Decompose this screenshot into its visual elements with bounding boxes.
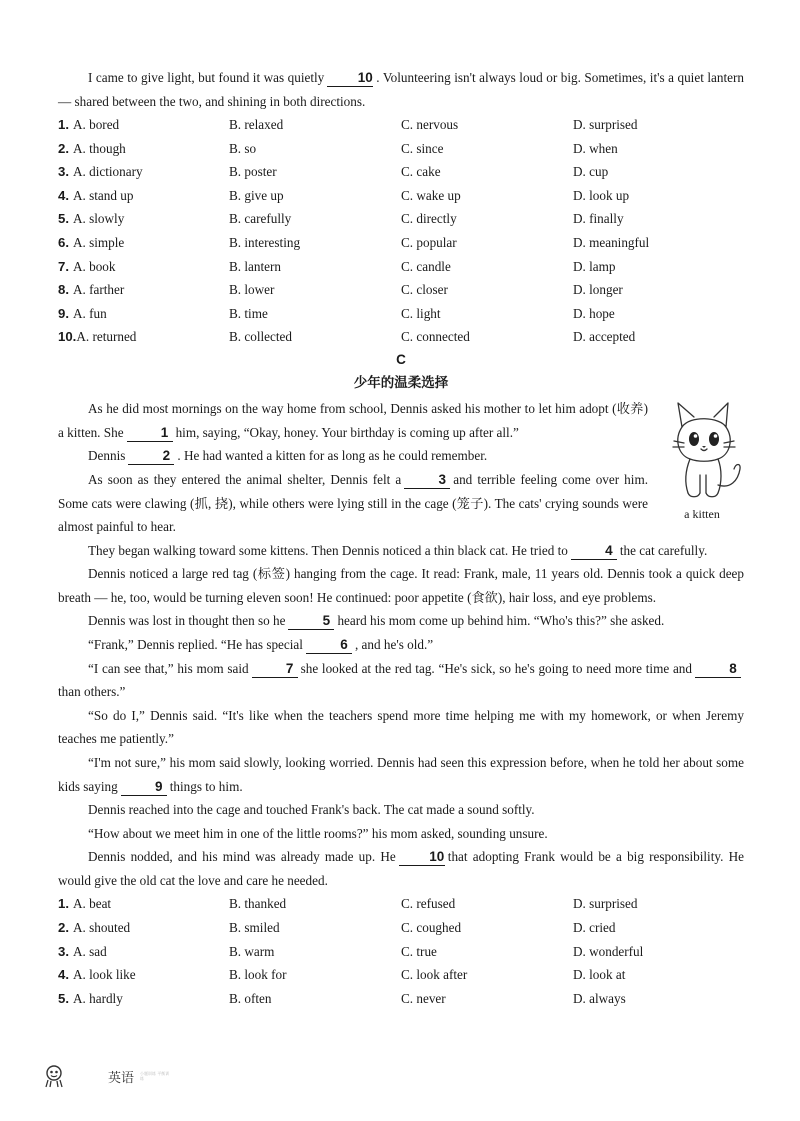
option-row: 1. A. beat B. thanked C. refused D. surprised: [58, 896, 638, 912]
option-row: 6. A. simple B. interesting C. popular D. meaningful: [58, 234, 650, 250]
option-b[interactable]: B. poster: [229, 164, 277, 180]
story-paragraph: As soon as they entered the animal shelter, Dennis felt a 3 and terrible feeling come over him. Some cats were clawing (抓, 挠), while others were lying still in the cage (笼子). The cats' crying sounds were almost painful to hear.: [58, 471, 648, 535]
blank-2[interactable]: 2: [128, 447, 174, 465]
footer-note: 小题训练 平衡训练: [140, 1071, 170, 1081]
blank-10[interactable]: 10: [399, 848, 445, 866]
option-a[interactable]: A. though: [73, 140, 126, 156]
page-footer: [42, 1064, 170, 1088]
option-row: 10.A. returned B. collected C. connected D. accepted: [58, 329, 636, 345]
blank-1[interactable]: 1: [127, 424, 173, 442]
story-paragraph: “How about we meet him in one of the little rooms?” his mom asked, sounding unsure.: [88, 825, 548, 841]
option-c[interactable]: C. true: [401, 943, 437, 959]
option-row: 3. A. dictionary B. poster C. cake D. cup: [58, 164, 609, 180]
option-row: 8. A. farther B. lower C. closer D. longer: [58, 282, 623, 298]
option-a[interactable]: A. stand up: [73, 187, 134, 203]
option-c[interactable]: C. look after: [401, 967, 468, 983]
option-d[interactable]: D. accepted: [573, 329, 636, 345]
options-b: [58, 113, 744, 349]
option-b[interactable]: B. carefully: [229, 211, 292, 227]
option-row: 9. A. fun B. time C. light D. hope: [58, 305, 615, 321]
option-d[interactable]: D. meaningful: [573, 234, 650, 250]
option-row: 4. A. stand up B. give up C. wake up D. look up: [58, 187, 630, 203]
option-a[interactable]: A. shouted: [73, 919, 131, 935]
blank-3[interactable]: 3: [404, 471, 450, 489]
option-c[interactable]: C. popular: [401, 234, 457, 250]
option-d[interactable]: D. look up: [573, 187, 630, 203]
option-d[interactable]: D. hope: [573, 305, 615, 321]
option-a[interactable]: A. sad: [73, 943, 107, 959]
story-paragraph: They began walking toward some kittens. Then Dennis noticed a thin black cat. He tried to 4 the cat carefully.: [88, 542, 708, 558]
option-c[interactable]: C. since: [401, 140, 444, 156]
cartoon-logo-icon: [42, 1064, 66, 1088]
story-paragraph: Dennis was lost in thought then so he 5 heard his mom come up behind him. “Who's this?” she asked.: [88, 613, 665, 629]
option-row: 2. A. though B. so C. since D. when: [58, 140, 618, 156]
option-a[interactable]: A. returned: [76, 329, 137, 345]
option-a[interactable]: A. slowly: [73, 211, 125, 227]
blank-7[interactable]: 7: [252, 660, 298, 678]
options-c: [58, 893, 744, 1011]
option-c[interactable]: C. refused: [401, 896, 456, 912]
option-row: 4. A. look like B. look for C. look after D. look at: [58, 967, 626, 983]
option-d[interactable]: D. cried: [573, 919, 616, 935]
story-paragraph: “I'm not sure,” his mom said slowly, looking worried. Dennis had seen this expression before, when he told her about some kids saying 9 things to him.: [58, 755, 744, 794]
section-title: 少年的温柔选择: [353, 375, 449, 392]
blank-4[interactable]: 4: [571, 542, 617, 560]
option-c[interactable]: C. light: [401, 305, 441, 321]
kitten-caption: a kitten: [684, 507, 720, 522]
option-row: 2. A. shouted B. smiled C. coughed D. cried: [58, 919, 616, 935]
kitten-icon: [660, 397, 744, 507]
option-a[interactable]: A. book: [73, 258, 116, 274]
option-d[interactable]: D. surprised: [573, 116, 638, 132]
story-paragraph: Dennis 2 . He had wanted a kitten for as long as he could remember.: [88, 448, 488, 464]
option-row: 3. A. sad B. warm C. true D. wonderful: [58, 943, 644, 959]
option-a[interactable]: A. bored: [73, 116, 120, 132]
option-c[interactable]: C. wake up: [401, 187, 461, 203]
option-row: 5. A. slowly B. carefully C. directly D. finally: [58, 211, 624, 227]
option-c[interactable]: C. cake: [401, 164, 441, 180]
worksheet-page: [58, 66, 744, 1011]
option-a[interactable]: A. simple: [73, 234, 125, 250]
option-d[interactable]: D. cup: [573, 164, 609, 180]
story-paragraph: Dennis reached into the cage and touched Frank's back. The cat made a sound softly.: [88, 802, 535, 818]
story-paragraph: “So do I,” Dennis said. “It's like when the teachers spend more time helping me with my homework, or when Jeremy teaches me patiently.”: [58, 707, 744, 747]
option-b[interactable]: B. look for: [229, 967, 287, 983]
top-passage: I came to give light, but found it was quietly 10 . Volunteering isn't always loud or big. Sometimes, it's a quiet lantern — shared between the two, and shining in both directions.: [58, 70, 744, 109]
section-letter: C: [396, 352, 406, 368]
option-b[interactable]: B. thanked: [229, 896, 287, 912]
option-a[interactable]: A. beat: [73, 896, 112, 912]
option-row: 5. A. hardly B. often C. never D. always: [58, 990, 626, 1006]
blank-5[interactable]: 5: [288, 612, 334, 630]
option-b[interactable]: B. relaxed: [229, 116, 284, 132]
option-c[interactable]: C. coughed: [401, 919, 462, 935]
blank-6[interactable]: 6: [306, 636, 352, 654]
option-a[interactable]: A. look like: [73, 967, 136, 983]
option-b[interactable]: B. interesting: [229, 234, 301, 250]
blank-10[interactable]: 10: [327, 69, 373, 87]
option-d[interactable]: D. surprised: [573, 896, 638, 912]
blank-8[interactable]: 8: [695, 660, 741, 678]
story-paragraph: “I can see that,” his mom said 7 she looked at the red tag. “He's sick, so he's going to need more time and 8than others.”: [58, 657, 744, 704]
option-d[interactable]: D. wonderful: [573, 943, 644, 959]
option-c[interactable]: C. connected: [401, 329, 470, 345]
story-with-illustration: [58, 397, 720, 539]
option-c[interactable]: C. candle: [401, 258, 451, 274]
option-a[interactable]: A. farther: [73, 282, 125, 298]
story-paragraph: Dennis noticed a large red tag (标签) hanging from the cage. It read: Frank, male, 11 years old. Dennis took a quick deep breath — he, too, would be turning eleven soon! He continued: poor appetite (食欲), hair loss, and eye problems.: [58, 566, 744, 605]
option-d[interactable]: D. finally: [573, 211, 624, 227]
option-b[interactable]: B. give up: [229, 187, 284, 203]
option-d[interactable]: D. always: [573, 990, 626, 1006]
option-c[interactable]: C. directly: [401, 211, 457, 227]
option-row: 1. A. bored B. relaxed C. nervous D. surprised: [58, 116, 638, 132]
option-b[interactable]: B. collected: [229, 329, 292, 345]
option-b[interactable]: B. smiled: [229, 919, 280, 935]
option-b[interactable]: B. lower: [229, 282, 275, 298]
option-b[interactable]: B. time: [229, 305, 268, 321]
option-b[interactable]: B. lantern: [229, 258, 282, 274]
option-a[interactable]: A. hardly: [73, 990, 123, 1006]
story-paragraph: As he did most mornings on the way home from school, Dennis asked his mother to let him adopt (收养) a kitten. She 1 him, saying, “Okay, honey. Your birthday is coming up after all.”: [58, 401, 648, 440]
footer-subject: 英语: [108, 1070, 135, 1086]
option-a[interactable]: A. dictionary: [73, 164, 143, 180]
option-b[interactable]: B. warm: [229, 943, 275, 959]
option-c[interactable]: C. nervous: [401, 116, 459, 132]
option-d[interactable]: D. look at: [573, 967, 626, 983]
story-paragraph: Dennis nodded, and his mind was already made up. He 10 that adopting Frank would be a big responsibility. He would give the old cat the love and care he needed.: [58, 849, 745, 888]
kitten-illustration: [660, 397, 744, 522]
option-d[interactable]: D. when: [573, 140, 618, 156]
story-paragraph: “Frank,” Dennis replied. “He has special 6 , and he's old.”: [88, 637, 434, 653]
option-a[interactable]: A. fun: [73, 305, 107, 321]
option-b[interactable]: B. so: [229, 140, 257, 156]
blank-9[interactable]: 9: [121, 778, 167, 796]
option-d[interactable]: D. lamp: [573, 258, 616, 274]
option-b[interactable]: B. often: [229, 990, 272, 1006]
option-c[interactable]: C. closer: [401, 282, 448, 298]
option-d[interactable]: D. longer: [573, 282, 623, 298]
option-row: 7. A. book B. lantern C. candle D. lamp: [58, 258, 616, 274]
option-c[interactable]: C. never: [401, 990, 446, 1006]
